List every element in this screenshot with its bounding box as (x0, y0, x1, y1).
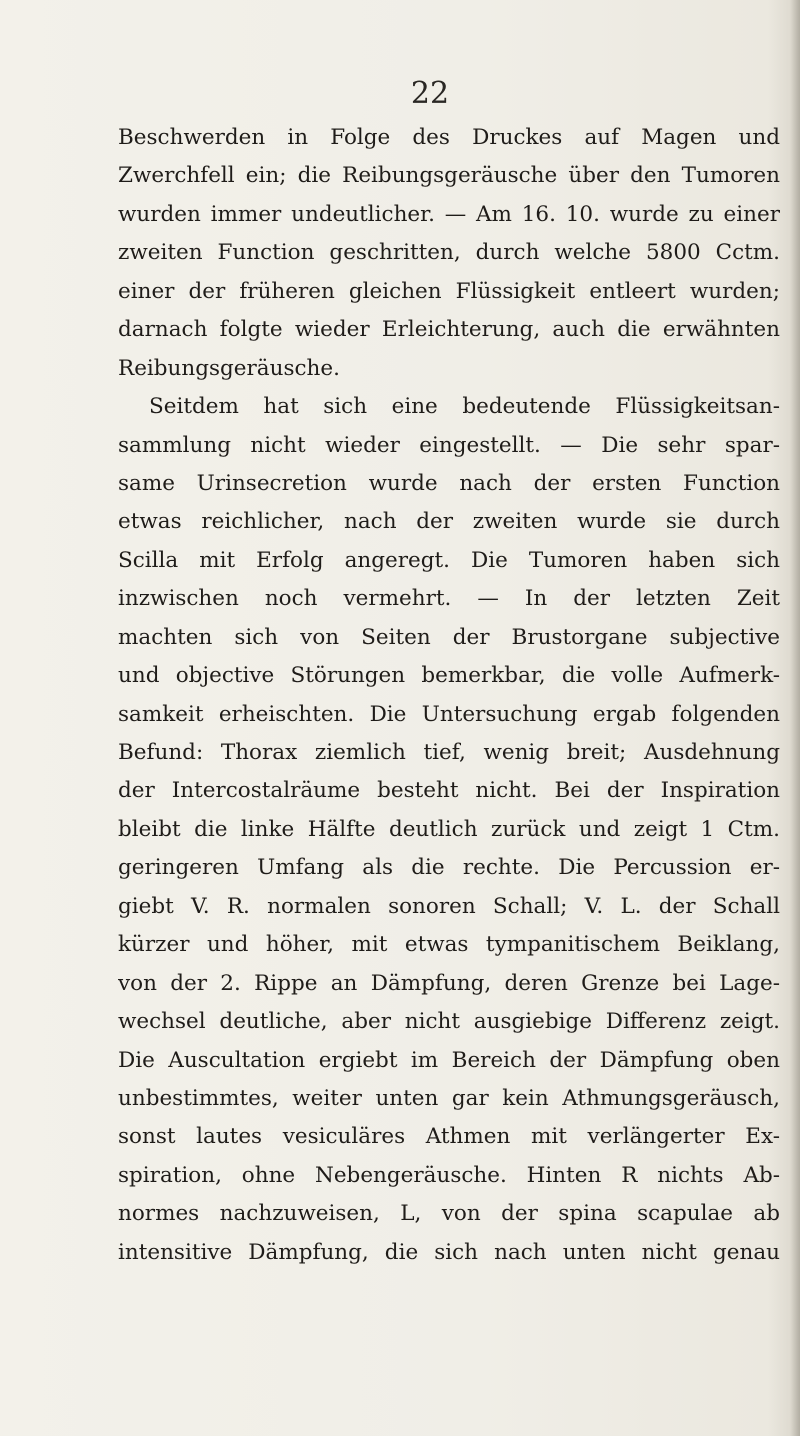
text-line: machten sich von Seiten der Brustorgane subjective (118, 624, 780, 650)
text-line: geringeren Umfang als die rechte. Die Percussion er- (118, 855, 780, 881)
text-line: Reibungsgeräusche. (118, 355, 340, 381)
text-line: einer der früheren gleichen Flüssigkeit entleert wurden; (118, 278, 780, 304)
text-line: wechsel deutliche, aber nicht ausgiebige Differenz zeigt. (118, 1009, 780, 1035)
text-line: intensitive Dämpfung, die sich nach unten nicht genau (118, 1239, 780, 1265)
text-line: wurden immer undeutlicher. — Am 16. 10. wurde zu einer (118, 201, 780, 227)
text-line: normes nachzuweisen, L, von der spina scapulae ab (118, 1201, 780, 1227)
text-line: kürzer und höher, mit etwas tympanitischem Beiklang, (118, 932, 780, 958)
text-line: Die Auscultation ergiebt im Bereich der Dämpfung oben (118, 1047, 780, 1073)
body-text (118, 119, 780, 1272)
text-line: Zwerchfell ein; die Reibungsgeräusche über den Tumoren (118, 163, 780, 189)
text-line: der Intercostalräume besteht nicht. Bei der Inspiration (118, 778, 780, 804)
text-line: Scilla mit Erfolg angeregt. Die Tumoren haben sich (118, 547, 780, 573)
text-line: unbestimmtes, weiter unten gar kein Athmungsgeräusch, (118, 1085, 780, 1111)
text-line: und objective Störungen bemerkbar, die volle Aufmerk- (118, 663, 780, 689)
page-edge-shadow (790, 0, 800, 1436)
text-line: same Urinsecretion wurde nach der ersten Function (118, 470, 780, 496)
text-line: Beschwerden in Folge des Druckes auf Magen und (118, 125, 780, 150)
text-line: spiration, ohne Nebengeräusche. Hinten R nichts Ab- (118, 1162, 780, 1188)
page-number: 22 (410, 76, 450, 111)
text-line: inzwischen noch vermehrt. — In der letzten Zeit (118, 586, 780, 612)
text-line: sammlung nicht wieder eingestellt. — Die sehr spar- (118, 432, 780, 458)
text-line: etwas reichlicher, nach der zweiten wurde sie durch (118, 509, 780, 535)
text-line: Befund: Thorax ziemlich tief, wenig breit; Ausdehnung (118, 740, 780, 765)
text-line: zweiten Function geschritten, durch welche 5800 Cctm. (118, 240, 780, 266)
text-line: darnach folgte wieder Erleichterung, auch die erwähnten (118, 317, 780, 343)
text-line: von der 2. Rippe an Dämpfung, deren Grenze bei Lage- (118, 970, 780, 996)
text-line: sonst lautes vesiculäres Athmen mit verlängerter Ex- (118, 1124, 780, 1150)
text-line: Seitdem hat sich eine bedeutende Flüssigkeitsan- (149, 394, 780, 420)
text-line: giebt V. R. normalen sonoren Schall; V. L. der Schall (118, 893, 780, 919)
text-line: bleibt die linke Hälfte deutlich zurück und zeigt 1 Ctm. (118, 816, 780, 842)
text-line: samkeit erheischten. Die Untersuchung ergab folgenden (118, 701, 780, 727)
